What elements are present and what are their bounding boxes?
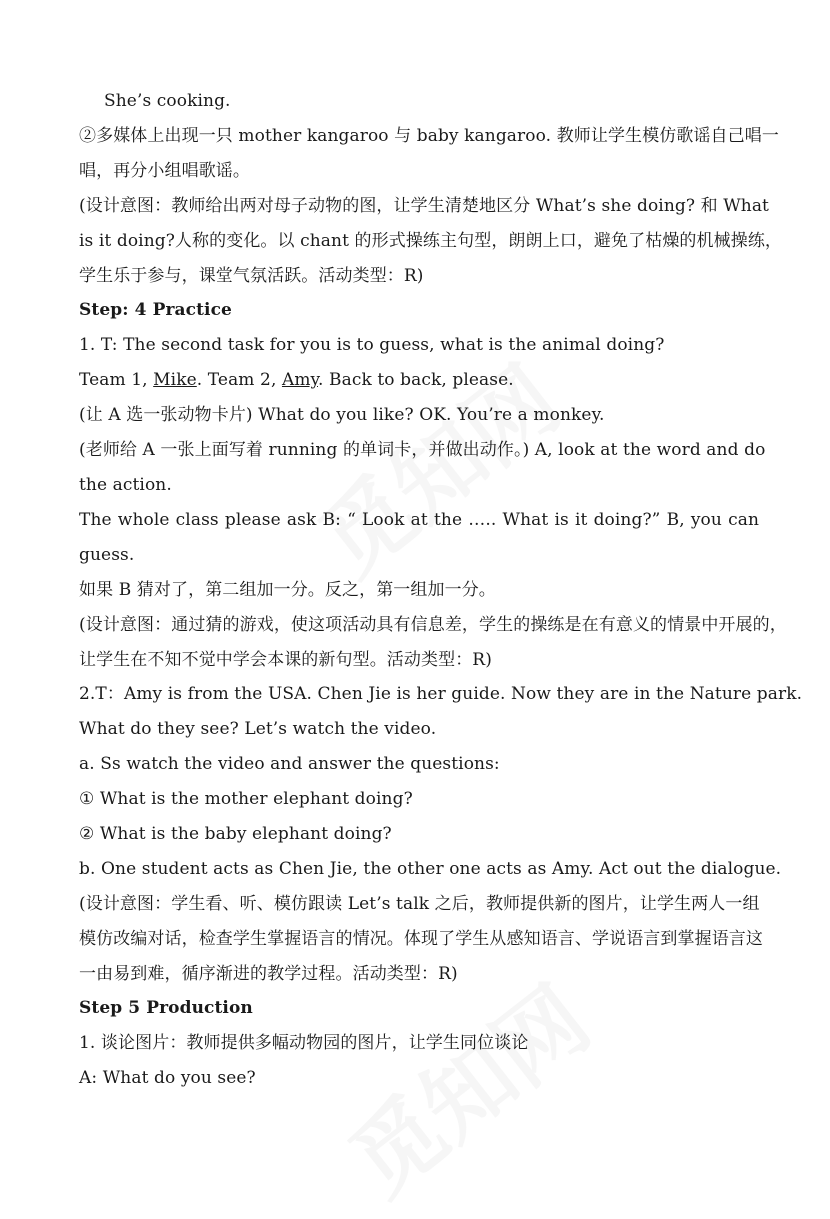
step-heading: Step: 4 Practice xyxy=(79,300,232,320)
paragraph-line: 唱，再分小组唱歌谣。 xyxy=(79,161,250,181)
paragraph-line: is it doing?人称的变化。以 chant 的形式操练主句型，朗朗上口，避免了枯燥的机械操练， xyxy=(79,231,783,251)
paragraph-line: 1. T: The second task for you is to guess, what is the animal doing? xyxy=(79,335,665,355)
paragraph-line: She’s cooking. xyxy=(104,91,231,111)
step-heading: Step 5 Production xyxy=(79,998,253,1018)
paragraph-line: the action. xyxy=(79,475,172,495)
paragraph-line: What do they see? Let’s watch the video. xyxy=(79,719,437,739)
paragraph-line: ① What is the mother elephant doing? xyxy=(79,789,413,809)
paragraph-line: ② What is the baby elephant doing? xyxy=(79,824,392,844)
paragraph-line: (设计意图：学生看、听、模仿跟读 Let’s talk 之后，教师提供新的图片，让学生两人一组 xyxy=(79,894,760,914)
paragraph-line: (让 A 选一张动物卡片) What do you like? OK. You’re a monkey. xyxy=(79,405,605,425)
text-span: . Back to back, please. xyxy=(318,370,514,390)
underlined-name: Mike xyxy=(153,370,197,390)
paragraph-line: 2.T：Amy is from the USA. Chen Jie is her guide. Now they are in the Nature park. xyxy=(79,684,803,704)
paragraph-line: (设计意图：教师给出两对母子动物的图，让学生清楚地区分 What’s she doing? 和 What xyxy=(79,196,769,216)
text-span: Team 1, xyxy=(79,370,154,390)
paragraph-line: 让学生在不知不觉中学会本课的新句型。活动类型：R) xyxy=(79,650,492,670)
paragraph-line: 如果 B 猜对了，第二组加一分。反之，第一组加一分。 xyxy=(79,580,496,600)
text-span: . Team 2, xyxy=(196,370,282,390)
paragraph-line: ②多媒体上出现一只 mother kangaroo 与 baby kangaroo. 教师让学生模仿歌谣自己唱一 xyxy=(79,126,779,146)
paragraph-line: 学生乐于参与，课堂气氛活跃。活动类型：R) xyxy=(79,266,424,286)
paragraph-line: 1. 谈论图片：教师提供多幅动物园的图片，让学生同位谈论 xyxy=(79,1033,529,1053)
paragraph-line xyxy=(79,369,759,391)
paragraph-line: b. One student acts as Chen Jie, the other one acts as Amy. Act out the dialogue. xyxy=(79,859,782,879)
paragraph-line: The whole class please ask B: “ Look at the ….. What is it doing?” B, you can xyxy=(79,510,759,530)
underlined-name: Amy xyxy=(281,370,318,390)
paragraph-line: 模仿改编对话，检查学生掌握语言的情况。体现了学生从感知语言、学说语言到掌握语言这 xyxy=(79,929,763,949)
paragraph-line: A: What do you see? xyxy=(79,1068,256,1088)
paragraph-line: (设计意图：通过猜的游戏，使这项活动具有信息差，学生的操练是在有意义的情景中开展的， xyxy=(79,615,787,635)
paragraph-line: a. Ss watch the video and answer the questions: xyxy=(79,754,500,774)
paragraph-line: 一由易到难，循序渐进的教学过程。活动类型：R) xyxy=(79,964,458,984)
paragraph-line: guess. xyxy=(79,545,135,565)
paragraph-line: (老师给 A 一张上面写着 running 的单词卡，并做出动作。) A, look at the word and do xyxy=(79,440,766,460)
